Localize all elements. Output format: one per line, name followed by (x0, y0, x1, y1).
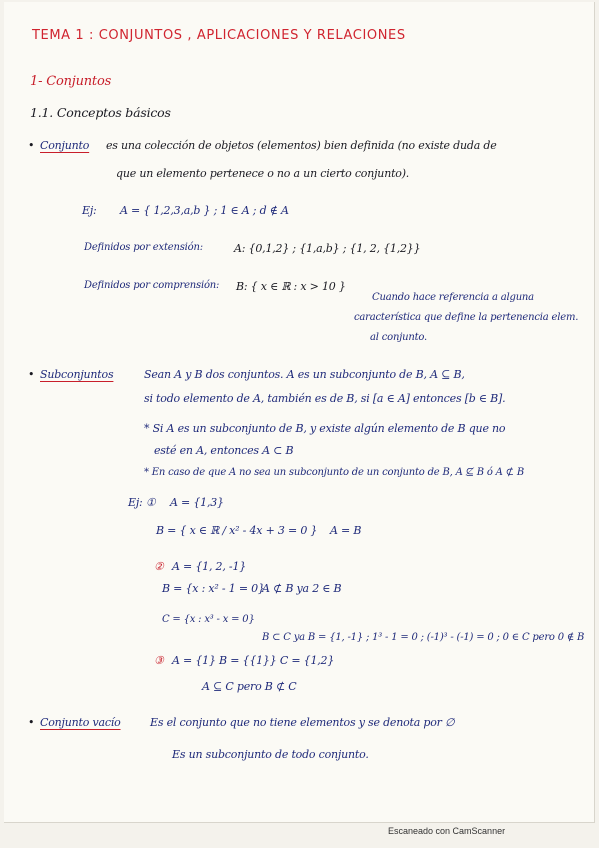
scanner-watermark: Escaneado con CamScanner (388, 826, 506, 836)
example-2-a: A = {1, 2, -1} (172, 560, 247, 573)
example-2-b-result: A ⊄ B ya 2 ∈ B (262, 582, 342, 595)
example-2-b: B = {x : x² - 1 = 0} (162, 582, 265, 595)
star-note-1: * Si A es un subconjunto de B, y existe algún elemento de B que no (144, 422, 506, 435)
subconjuntos-line1: Sean A y B dos conjuntos. A es un subconjunto de B, A ⊆ B, (144, 368, 465, 381)
comprension-note-1: Cuando hace referencia a alguna (372, 292, 534, 303)
ej-text: A = { 1,2,3,a,b } ; 1 ∈ A ; d ∉ A (120, 204, 289, 217)
example-2-c-result: B ⊂ C ya B = {1, -1} ; 1³ - 1 = 0 ; (-1)³ - (-1) = 0 ; 0 ∈ C pero 0 ∉ B (262, 632, 585, 643)
conjunto-def-line1: es una colección de objetos (elementos) bien definida (no existe duda de (106, 139, 497, 152)
star-note-1b: esté en A, entonces A ⊂ B (154, 444, 294, 457)
star-note-2: * En caso de que A no sea un subconjunto de un conjunto de B, A ⊈ B ó A ⊄ B (144, 467, 524, 478)
term-subconjuntos: Subconjuntos (40, 368, 114, 381)
bullet: • (28, 368, 35, 381)
subsection-heading: 1.1. Conceptos básicos (30, 105, 171, 120)
example-3-text: A = {1} B = {{1}} C = {1,2} (172, 654, 335, 667)
notebook-page (4, 2, 595, 823)
example-1-b: B = { x ∈ ℝ / x² - 4x + 3 = 0 } (156, 524, 318, 537)
page-title: TEMA 1 : CONJUNTOS , APLICACIONES Y RELACIONES (32, 28, 406, 43)
extension-label: Definidos por extensión: (84, 242, 203, 253)
example-3-result: A ⊆ C pero B ⊄ C (202, 680, 297, 693)
example-3-label: ③ (154, 654, 164, 667)
subconjuntos-line2: si todo elemento de A, también es de B, si [a ∈ A] entonces [b ∈ B]. (144, 392, 506, 405)
comprension-note-2: característica que define la pertenencia elem. (354, 312, 579, 323)
term-conjunto-vacio: Conjunto vacío (40, 716, 121, 729)
bullet: • (28, 139, 35, 152)
vacio-line1: Es el conjunto que no tiene elementos y se denota por ∅ (150, 716, 455, 729)
example-1-a: A = {1,3} (170, 496, 224, 509)
term-conjunto: Conjunto (40, 139, 90, 152)
example-1-label: Ej: ① (128, 496, 156, 509)
example-2-c: C = {x : x³ - x = 0} (162, 614, 255, 625)
section-heading: 1- Conjuntos (30, 74, 112, 89)
example-2-label: ② (154, 560, 164, 573)
extension-text: A: {0,1,2} ; {1,a,b} ; {1, 2, {1,2}} (234, 242, 421, 255)
conjunto-def-line2: que un elemento pertenece o no a un cierto conjunto). (116, 167, 410, 180)
comprension-note-3: al conjunto. (370, 332, 428, 343)
bullet: • (28, 716, 35, 729)
vacio-line2: Es un subconjunto de todo conjunto. (172, 748, 369, 761)
comprension-text: B: { x ∈ ℝ : x > 10 } (236, 280, 346, 293)
example-1-result: A = B (330, 524, 362, 537)
ej-label: Ej: (82, 204, 97, 217)
comprension-label: Definidos por comprensión: (84, 280, 220, 291)
